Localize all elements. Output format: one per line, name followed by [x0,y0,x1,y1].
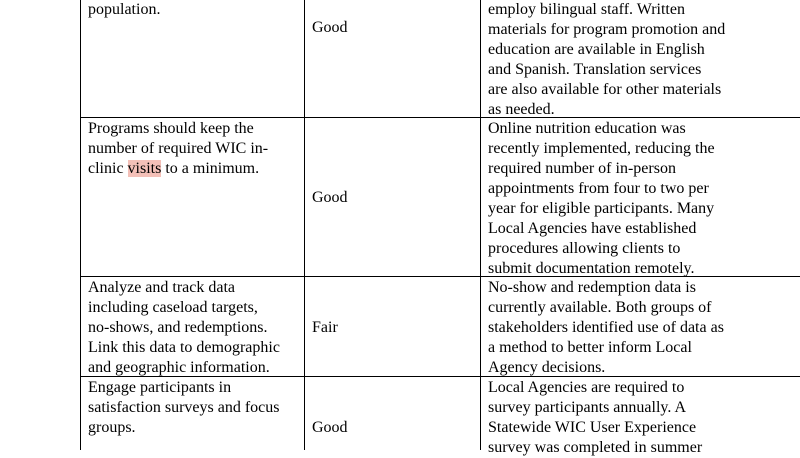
text-line: employ bilingual staff. Written [488,1,685,18]
rating-value: Fair [312,319,338,336]
text-line [88,159,268,179]
text-line: appointments from four to two per [488,180,709,197]
text-line: and Spanish. Translation services [488,61,702,78]
table-border-left [80,0,81,450]
text-line: currently available. Both groups of [488,299,712,316]
text-line: year for eligible participants. Many [488,200,715,217]
table-row-1-status [488,0,725,120]
text-line: survey participants annually. A [488,399,687,416]
text-line: Programs should keep the [88,120,254,137]
text-line: and geographic information. [88,359,270,376]
text-line: education are available in English [488,41,705,58]
text-line: a method to better inform Local [488,339,692,356]
text-line: Engage participants in [88,379,232,396]
table-row-2-status [488,119,715,279]
table-row-3-recommendation [88,278,280,378]
text-line: Online nutrition education was [488,120,686,137]
text-line: population. [88,1,161,18]
text-line: procedures allowing clients to [488,240,681,257]
rating-value: Good [312,19,348,36]
text-line: Analyze and track data [88,279,236,296]
table-border-col3 [480,0,481,450]
table-row-1-recommendation [88,0,160,20]
text-line: recently implemented, reducing the [488,140,715,157]
table-row-3-status [488,278,724,378]
text-line: Local Agencies are required to [488,379,685,396]
text-line: as needed. [488,101,555,118]
text-line: required number of in-person [488,160,676,177]
text-line: satisfaction surveys and focus [88,399,280,416]
text-line: materials for program promotion and [488,21,726,38]
text-line: no-shows, and redemptions. [88,319,268,336]
text-line: Local Agencies have established [488,220,697,237]
text-line: groups. [88,419,136,436]
text-line: stakeholders identified use of data as [488,319,724,336]
text-line: including caseload targets, [88,299,258,316]
table-row-2-recommendation [88,119,268,179]
table-row-3-rating [312,318,338,338]
rating-value: Good [312,419,348,436]
table-row-4-recommendation [88,378,280,438]
table-row-2-rating [312,188,348,208]
table-row-4-rating [312,418,348,438]
text-line: Statewide WIC User Experience [488,419,697,436]
text-line: survey was completed in summer [488,439,703,456]
rating-value: Good [312,189,348,206]
text-line: number of required WIC in- [88,140,269,157]
highlighted-word: visits [127,160,162,177]
text-line: are also available for other materials [488,81,722,98]
text-fragment: clinic [88,160,124,177]
text-line: Agency decisions. [488,359,606,376]
text-line: submit documentation remotely. [488,260,695,277]
table-row-4-status [488,378,702,458]
text-line: No-show and redemption data is [488,279,696,296]
text-line: Link this data to demographic [88,339,280,356]
table-row-1-rating [312,18,348,38]
table-border-col2 [304,0,305,450]
text-fragment: to a minimum. [165,160,260,177]
